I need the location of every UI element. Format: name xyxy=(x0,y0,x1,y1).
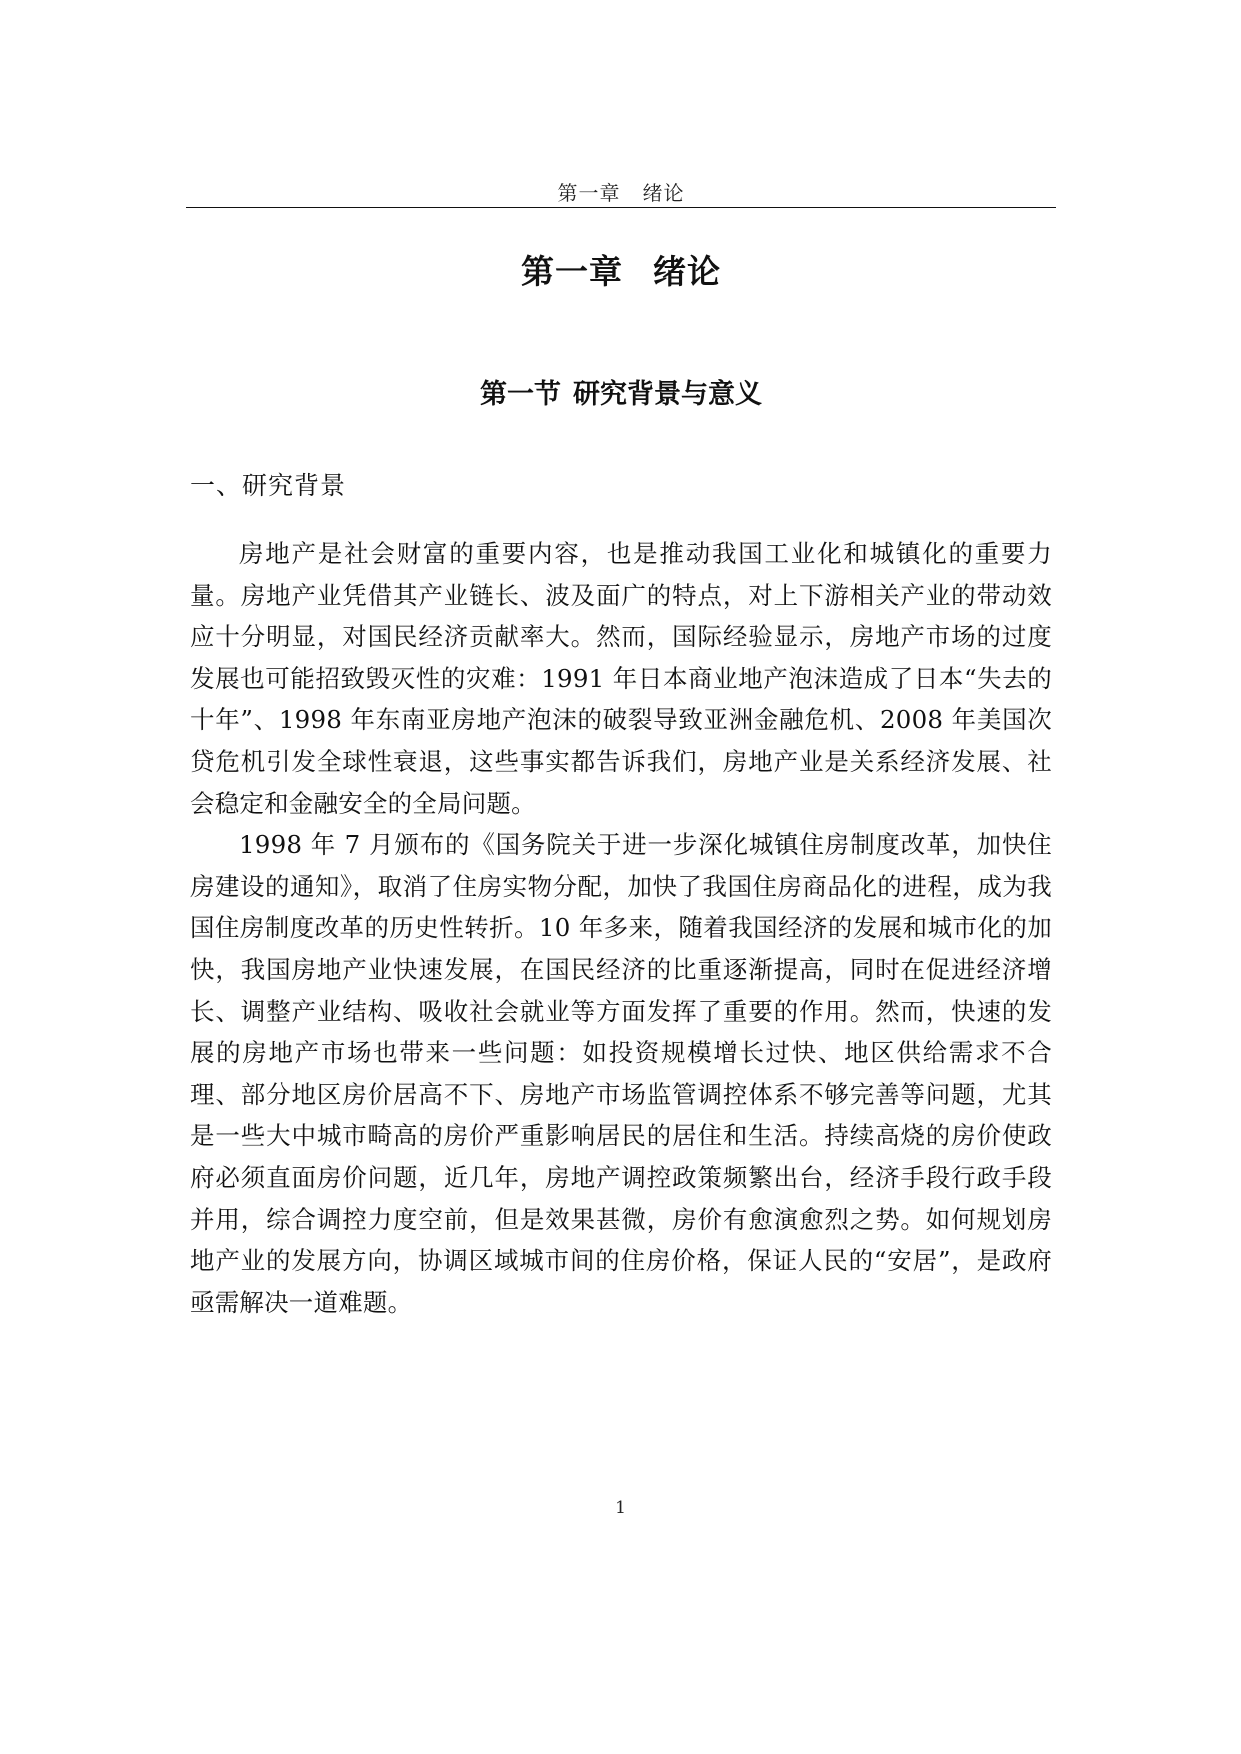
section-title xyxy=(186,372,1056,411)
running-header-chapter-name: 绪论 xyxy=(642,181,685,205)
section-number: 第一节 xyxy=(480,379,561,410)
running-header-chapter-number: 第一章 xyxy=(557,181,621,205)
paragraph: 房地产是社会财富的重要内容，也是推动我国工业化和城镇化的重要力量。房地产业凭借其产业链长、波及面广的特点，对上下游相关产业的带动效应十分明显，对国民经济贡献率大。然而，国际经验显示，房地产市场的过度发展也可能招致毁灭性的灾难：1991 年日本商业地产泡沫造成了日本“失去的十年”、1998 年东南亚房地产泡沫的破裂导致亚洲金融危机、2008 年美国次贷危机引发全球性衰退，这些事实都告诉我们，房地产业是关系经济发展、社会稳定和金融安全的全局问题。 xyxy=(190,539,1052,818)
section-name: 研究背景与意义 xyxy=(573,379,762,410)
page-number: 1 xyxy=(615,1498,626,1518)
chapter-title xyxy=(186,246,1056,293)
subsection-heading: 一、研究背景 xyxy=(190,471,347,500)
chapter-name: 绪论 xyxy=(653,252,721,291)
paragraph: 1998 年 7 月颁布的《国务院关于进一步深化城镇住房制度改革，加快住房建设的通知》，取消了住房实物分配，加快了我国住房商品化的进程，成为我国住房制度改革的历史性转折。10 年多来，随着我国经济的发展和城市化的加快，我国房地产业快速发展，在国民经济的比重逐渐提高，同时在促进经济增长、调整产业结构、吸收社会就业等方面发挥了重要的作用。然而，快速的发展的房地产市场也带来一些问题：如投资规模增长过快、地区供给需求不合理、部分地区房价居高不下、房地产市场监管调控体系不够完善等问题，尤其是一些大中城市畸高的房价严重影响居民的居住和生活。持续高烧的房价使政府必须直面房价问题，近几年，房地产调控政策频繁出台，经济手段行政手段并用，综合调控力度空前，但是效果甚微，房价有愈演愈烈之势。如何规划房地产业的发展方向，协调区域城市间的住房价格，保证人民的“安居”，是政府亟需解决一道难题。 xyxy=(190,830,1052,1317)
body-text xyxy=(190,533,1052,1323)
chapter-number: 第一章 xyxy=(521,252,623,291)
running-header xyxy=(186,177,1056,206)
header-rule xyxy=(186,207,1056,208)
